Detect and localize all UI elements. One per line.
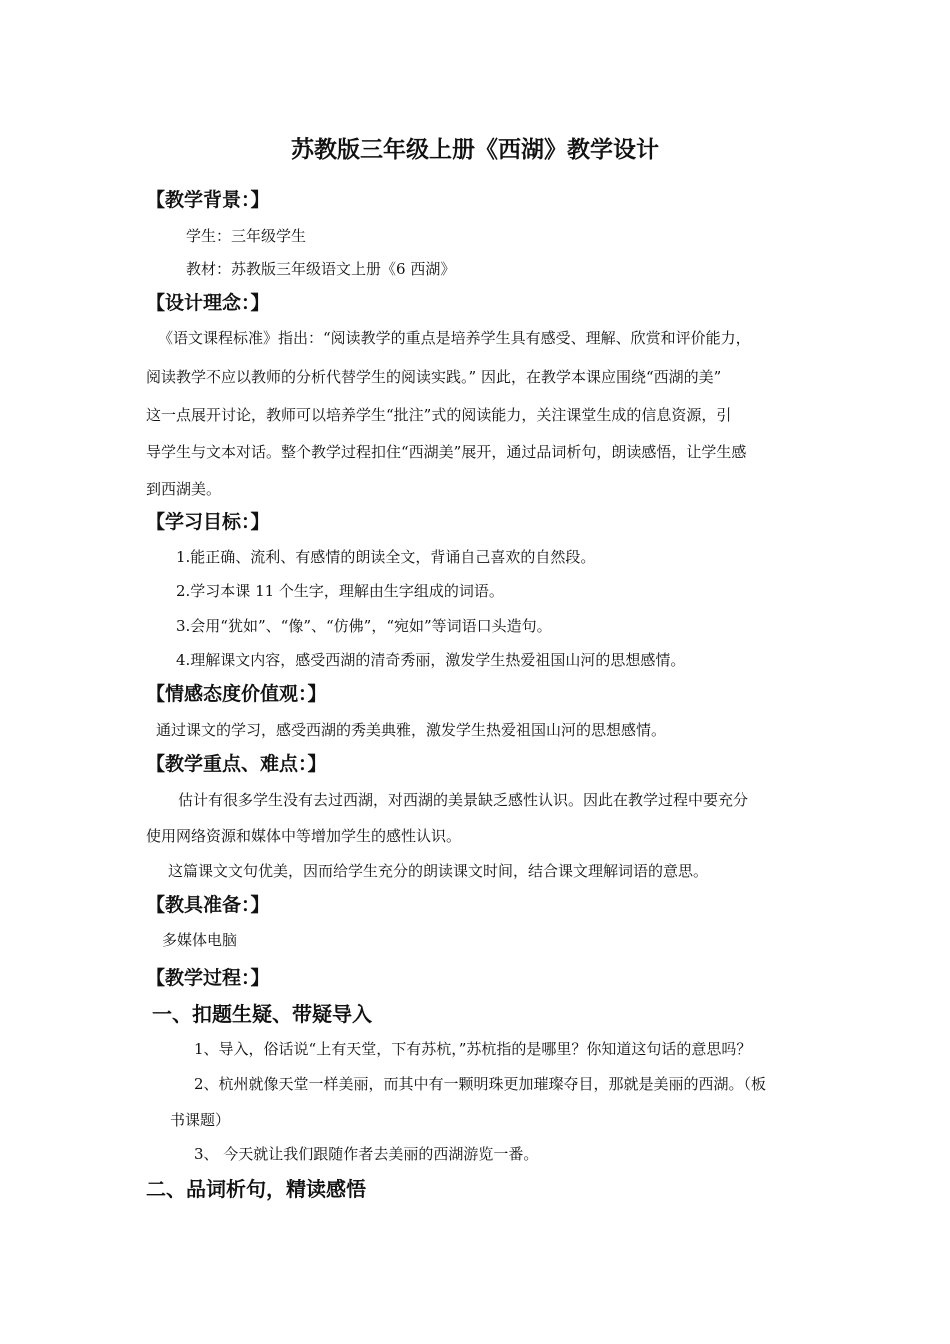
- heading-process: 【教学过程：】: [146, 967, 270, 989]
- concept-line-3: 这一点展开讨论，教师可以培养学生“批注”式的阅读能力，关注课堂生成的信息资源，引: [146, 406, 732, 424]
- document-title: 苏教版三年级上册《西湖》教学设计: [291, 137, 659, 163]
- keypoints-line-2: 使用网络资源和媒体中等增加学生的感性认识。: [146, 827, 462, 845]
- process-part1-line-2: 2、杭州就像天堂一样美丽，而其中有一颗明珠更加璀璨夺目，那就是美丽的西湖。（板: [194, 1075, 767, 1093]
- background-line-1: 学生：三年级学生: [186, 227, 307, 245]
- concept-line-5: 到西湖美。: [146, 480, 222, 498]
- goal-line-4: 4.理解课文内容，感受西湖的清奇秀丽，激发学生热爱祖国山河的思想感情。: [176, 651, 686, 669]
- heading-process-part2: 二、品词析句，精读感悟: [146, 1177, 366, 1201]
- process-part1-line-3: 书课题）: [170, 1111, 231, 1129]
- heading-goals: 【学习目标：】: [146, 511, 270, 533]
- heading-process-part1: 一、扣题生疑、带疑导入: [152, 1002, 372, 1026]
- heading-concept: 【设计理念：】: [146, 292, 270, 314]
- goal-line-3: 3.会用“犹如”、“像”、“仿佛”，“宛如”等词语口头造句。: [176, 617, 552, 635]
- goal-line-2: 2.学习本课 11 个生字，理解由生字组成的词语。: [176, 582, 504, 600]
- values-line-1: 通过课文的学习，感受西湖的秀美典雅，激发学生热爱祖国山河的思想感情。: [156, 721, 667, 739]
- heading-keypoints: 【教学重点、难点：】: [146, 753, 327, 775]
- goal-line-1: 1.能正确、流利、有感情的朗读全文，背诵自己喜欢的自然段。: [176, 548, 596, 566]
- keypoints-line-3: 这篇课文文句优美，因而给学生充分的朗读课文时间，结合课文理解词语的意思。: [168, 862, 709, 880]
- heading-values: 【情感态度价值观：】: [146, 683, 327, 705]
- background-line-2: 教材：苏教版三年级语文上册《6 西湖》: [186, 260, 456, 278]
- concept-line-2: 阅读教学不应以教师的分析代替学生的阅读实践。” 因此，在教学本课应围绕“西湖的美”: [146, 368, 722, 386]
- process-part1-line-4: 3、 今天就让我们跟随作者去美丽的西湖游览一番。: [194, 1145, 539, 1163]
- heading-background: 【教学背景：】: [146, 189, 270, 211]
- keypoints-line-1: 估计有很多学生没有去过西湖，对西湖的美景缺乏感性认识。因此在教学过程中要充分: [178, 791, 749, 809]
- tools-line-1: 多媒体电脑: [162, 931, 238, 949]
- concept-line-4: 导学生与文本对话。整个教学过程扣住“西湖美”展开，通过品词析句，朗读感悟，让学生感: [146, 443, 747, 461]
- concept-line-1: 《语文课程标准》指出：“阅读教学的重点是培养学生具有感受、理解、欣赏和评价能力，: [158, 329, 751, 347]
- process-part1-line-1: 1、导入，俗话说“上有天堂，下有苏杭，”苏杭指的是哪里？你知道这句话的意思吗？: [194, 1040, 752, 1058]
- heading-tools: 【教具准备：】: [146, 894, 270, 916]
